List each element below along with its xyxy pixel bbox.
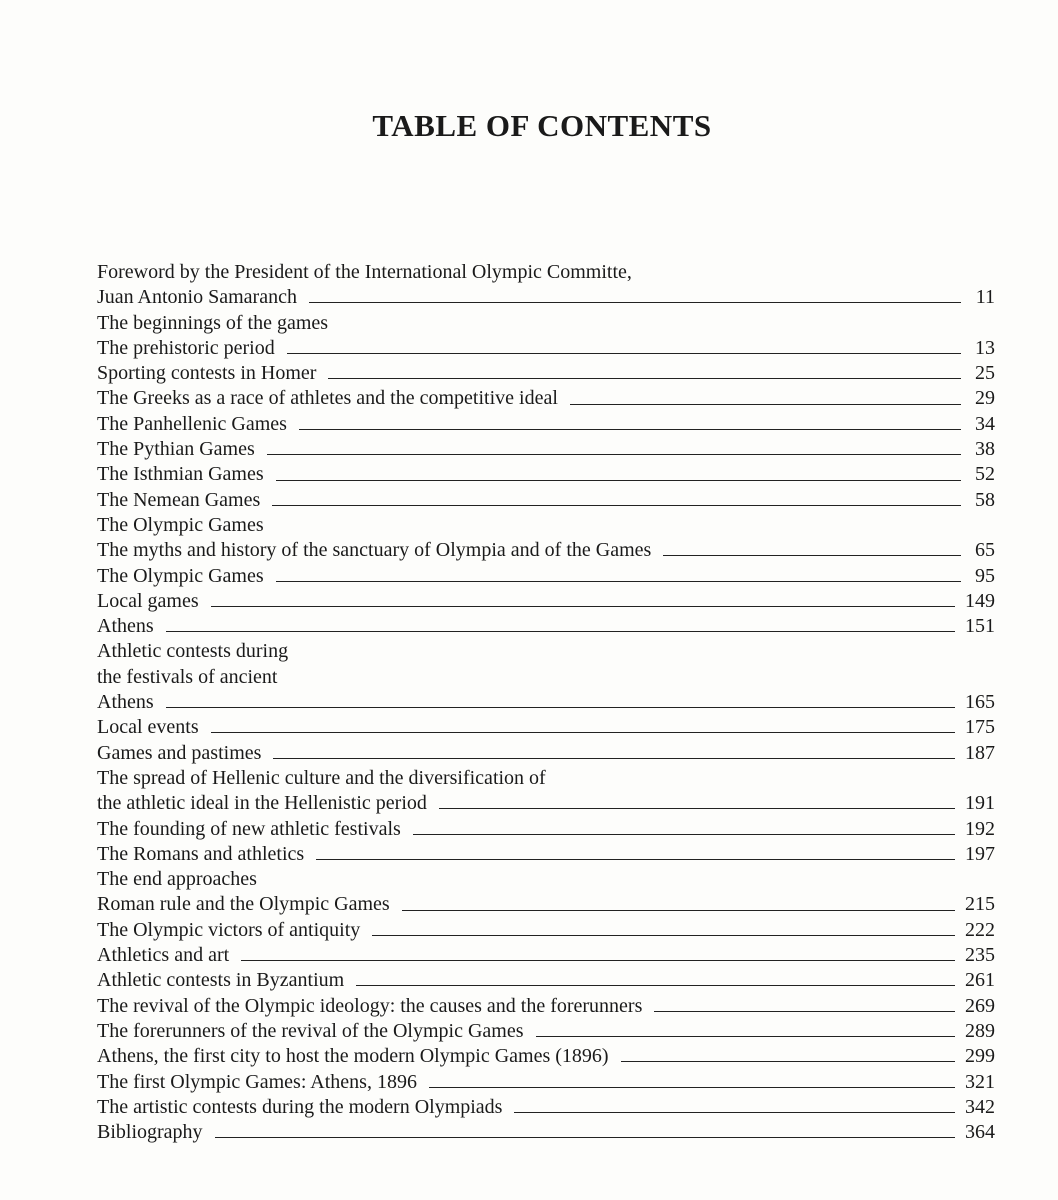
toc-entry-title: Athens, the first city to host the modern Olympic Games (1896): [97, 1045, 609, 1068]
toc-entry: [97, 842, 995, 867]
toc-entry-title: The Romans and athletics: [97, 842, 305, 865]
toc-page-number: 165: [965, 691, 995, 714]
toc-page-number: 187: [965, 741, 995, 764]
toc-entry: [97, 791, 995, 816]
toc-leader-line: [273, 758, 955, 759]
toc-entry: [97, 943, 995, 968]
toc-page-number: 191: [965, 792, 995, 815]
toc-page-number: 197: [965, 842, 995, 865]
toc-entry-title: Games and pastimes: [97, 741, 262, 764]
toc-entry: [97, 994, 995, 1019]
toc-entry: [97, 892, 995, 917]
toc-entry-title: Athletics and art: [97, 944, 230, 967]
toc-entry-title: Athletic contests during: [97, 640, 289, 663]
toc-entry-title: The Nemean Games: [97, 488, 261, 511]
toc-entry: [97, 968, 995, 993]
toc-entry: [97, 285, 995, 310]
toc-page-number: 52: [975, 463, 995, 486]
toc-entry: [97, 1019, 995, 1044]
toc-leader-line: [267, 454, 961, 455]
toc-entry-title: The beginnings of the games: [97, 311, 329, 334]
toc-page-number: 25: [975, 362, 995, 385]
toc-leader-line: [241, 960, 955, 961]
toc-entry-title: The Isthmian Games: [97, 463, 264, 486]
toc-leader-line: [536, 1036, 955, 1037]
toc-leader-line: [316, 859, 955, 860]
toc-page-number: 58: [975, 488, 995, 511]
toc-entry-title: The end approaches: [97, 868, 257, 891]
toc-entry: [97, 462, 995, 487]
toc-entry-title: Foreword by the President of the International Olympic Committe,: [97, 261, 632, 283]
toc-entry: [97, 918, 995, 943]
toc-page-number: 149: [965, 589, 995, 612]
toc-entry: [97, 867, 995, 892]
toc-entry: [97, 488, 995, 513]
toc-entry: [97, 665, 995, 690]
toc-leader-line: [654, 1011, 955, 1012]
toc-entry: [97, 690, 995, 715]
toc-entry-title: The prehistoric period: [97, 336, 275, 359]
toc-page-number: 11: [975, 286, 995, 309]
toc-entry-title: The Greeks as a race of athletes and the competitive ideal: [97, 387, 558, 410]
toc-entry: [97, 311, 995, 336]
toc-entry: [97, 513, 995, 538]
toc-entry-title: Sporting contests in Homer: [97, 362, 317, 385]
toc-leader-line: [356, 985, 955, 986]
toc-leader-line: [299, 429, 961, 430]
toc-page-number: 261: [965, 969, 995, 992]
toc-leader-line: [309, 302, 961, 303]
toc-page-number: 151: [965, 615, 995, 638]
toc-entry-title: The artistic contests during the modern Olympiads: [97, 1095, 503, 1118]
toc-leader-line: [287, 353, 961, 354]
toc-page-number: 364: [965, 1121, 995, 1144]
toc-entry-title: Athens: [97, 691, 154, 714]
toc-leader-line: [663, 555, 961, 556]
toc-entry-title: Local events: [97, 716, 199, 739]
toc-leader-line: [429, 1087, 955, 1088]
toc-entry-title: Bibliography: [97, 1121, 203, 1144]
toc-page-number: 299: [965, 1045, 995, 1068]
toc-entry-title: The Panhellenic Games: [97, 412, 287, 435]
toc-entry-title: Juan Antonio Samaranch: [97, 286, 297, 309]
toc-leader-line: [621, 1061, 955, 1062]
toc-leader-line: [413, 834, 955, 835]
toc-page-number: 289: [965, 1019, 995, 1042]
toc-leader-line: [276, 480, 961, 481]
toc-page-number: 215: [965, 893, 995, 916]
toc-entry: [97, 386, 995, 411]
toc-entry: [97, 1070, 995, 1095]
toc-entry-title: Athletic contests in Byzantium: [97, 969, 345, 992]
toc-leader-line: [570, 404, 961, 405]
toc-page-number: 269: [965, 994, 995, 1017]
toc-page-number: 342: [965, 1095, 995, 1118]
toc-page-number: 29: [975, 387, 995, 410]
toc-entry: [97, 1120, 995, 1145]
toc-entry: [97, 437, 995, 462]
toc-entry-title: The Pythian Games: [97, 438, 255, 461]
toc-entry: [97, 614, 995, 639]
toc-entry: [97, 589, 995, 614]
toc-entry: [97, 260, 995, 285]
toc-entry-title: the athletic ideal in the Hellenistic period: [97, 792, 427, 815]
toc-entry-title: Athens: [97, 615, 154, 638]
toc-page-number: 235: [965, 944, 995, 967]
toc-page-number: 192: [965, 817, 995, 840]
toc-entry-title: The spread of Hellenic culture and the diversification of: [97, 766, 546, 789]
toc-page-number: 222: [965, 918, 995, 941]
toc-entry-title: The first Olympic Games: Athens, 1896: [97, 1070, 417, 1093]
toc-entry-title: The Olympic Games: [97, 564, 264, 587]
toc-entry-title: The revival of the Olympic ideology: the causes and the forerunners: [97, 994, 643, 1017]
toc-entry-title: Roman rule and the Olympic Games: [97, 893, 390, 916]
toc-leader-line: [166, 707, 955, 708]
toc-page-number: 321: [965, 1070, 995, 1093]
toc-page-number: 13: [975, 336, 995, 359]
toc-entry-title: The founding of new athletic festivals: [97, 817, 401, 840]
toc-entry: [97, 1095, 995, 1120]
toc-page-number: 175: [965, 716, 995, 739]
toc-entry-title: The myths and history of the sanctuary of Olympia and of the Games: [97, 539, 652, 562]
toc-leader-line: [211, 732, 955, 733]
toc-entry-title: The Olympic victors of antiquity: [97, 918, 361, 941]
toc-entry: [97, 336, 995, 361]
toc-leader-line: [272, 505, 961, 506]
toc-entry: [97, 639, 995, 664]
toc-entry-title: the festivals of ancient: [97, 665, 278, 688]
toc-entry: [97, 766, 995, 791]
toc-entry: [97, 538, 995, 563]
toc-entry: [97, 361, 995, 386]
toc-entry-title: The forerunners of the revival of the Olympic Games: [97, 1019, 524, 1042]
toc-page-number: 38: [975, 438, 995, 461]
toc-leader-line: [211, 606, 955, 607]
toc-leader-line: [439, 808, 955, 809]
toc-page-number: 34: [975, 412, 995, 435]
toc-page-number: 95: [975, 564, 995, 587]
toc-entry: [97, 817, 995, 842]
toc-entry-title: The Olympic Games: [97, 513, 264, 536]
toc-entry: [97, 412, 995, 437]
page-title: TABLE OF CONTENTS: [372, 108, 712, 143]
toc-leader-line: [215, 1137, 955, 1138]
toc-entry-title: Local games: [97, 589, 199, 612]
toc-leader-line: [166, 631, 955, 632]
toc-leader-line: [372, 935, 955, 936]
toc-leader-line: [402, 910, 955, 911]
toc-entry: [97, 715, 995, 740]
toc-leader-line: [276, 581, 961, 582]
table-of-contents: [97, 260, 995, 1145]
toc-entry: [97, 564, 995, 589]
toc-leader-line: [514, 1112, 955, 1113]
toc-entry: [97, 741, 995, 766]
toc-leader-line: [328, 378, 961, 379]
toc-entry: [97, 1044, 995, 1069]
toc-page-number: 65: [975, 539, 995, 562]
